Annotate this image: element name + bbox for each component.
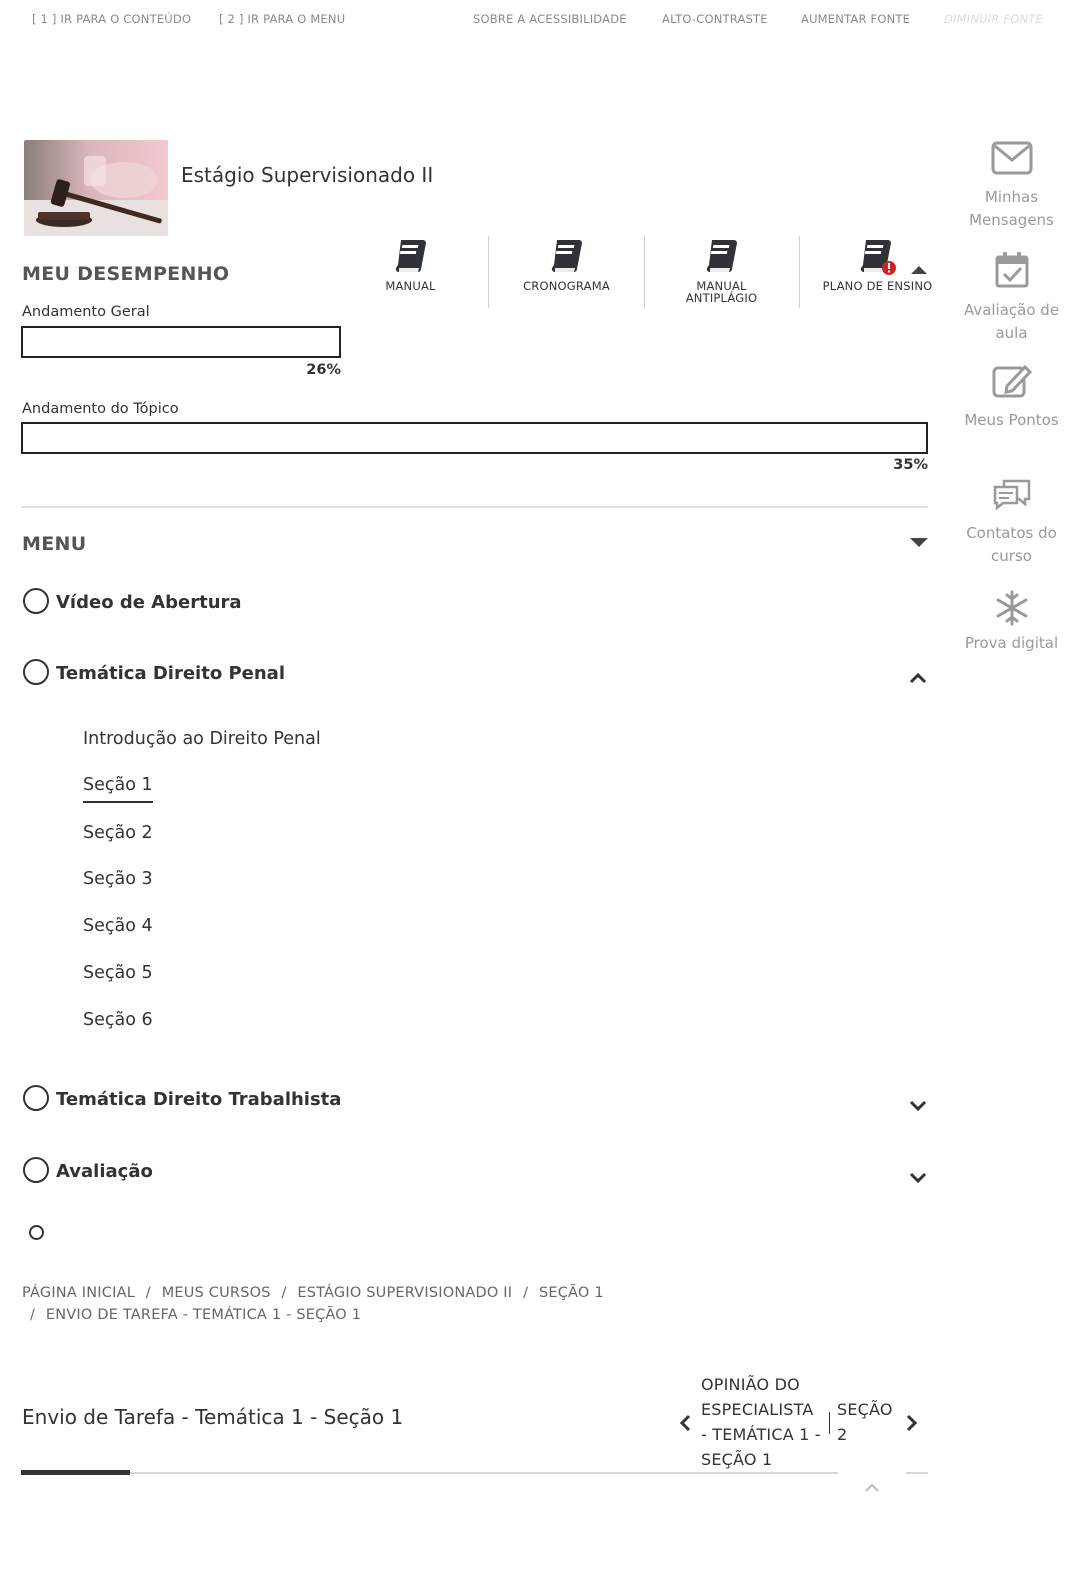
side-label: Contatos do curso bbox=[966, 524, 1057, 565]
prev-activity-text: OPINIÃO DO bbox=[701, 1375, 800, 1394]
breadcrumb-link[interactable]: ESTÁGIO SUPERVISIONADO II bbox=[297, 1285, 513, 1301]
section-divider bbox=[21, 506, 928, 508]
submenu-item[interactable]: Seção 3 bbox=[83, 869, 153, 889]
breadcrumb-separator: / bbox=[30, 1307, 36, 1323]
submenu-item[interactable]: Seção 4 bbox=[83, 916, 153, 936]
menu-item-title: Temática Direito Penal bbox=[56, 663, 285, 684]
tool-label: MANUAL bbox=[385, 279, 436, 293]
breadcrumb-separator: / bbox=[523, 1285, 529, 1301]
envelope-icon bbox=[991, 140, 1033, 176]
overall-progress-label: Andamento Geral bbox=[22, 304, 150, 320]
breadcrumb-separator: / bbox=[281, 1285, 287, 1301]
book-icon bbox=[702, 236, 742, 276]
about-accessibility-link[interactable]: SOBRE A ACESSIBILIDADE bbox=[473, 12, 627, 26]
tool-cronograma[interactable] bbox=[489, 236, 644, 308]
submenu-item[interactable]: Seção 2 bbox=[83, 823, 153, 843]
chat-icon bbox=[992, 478, 1032, 512]
submenu-item[interactable]: Seção 5 bbox=[83, 963, 153, 983]
small-circle-icon bbox=[29, 1225, 44, 1240]
next-activity-text: SEÇÃO bbox=[837, 1400, 893, 1419]
page-progress-track bbox=[21, 1472, 928, 1474]
progress-circle-icon bbox=[23, 1157, 49, 1183]
course-thumbnail bbox=[24, 140, 168, 236]
book-icon bbox=[547, 236, 587, 276]
breadcrumb-line-2 bbox=[30, 1307, 361, 1323]
page-title: Envio de Tarefa - Temática 1 - Seção 1 bbox=[22, 1405, 404, 1429]
caret-down-icon[interactable] bbox=[909, 537, 929, 549]
menu-item-avaliacao[interactable] bbox=[0, 1150, 940, 1194]
submenu-item[interactable]: Seção 6 bbox=[83, 1010, 153, 1030]
breadcrumb-link[interactable]: PÁGINA INICIAL bbox=[22, 1285, 135, 1301]
chevron-up-icon[interactable] bbox=[909, 672, 927, 684]
increase-font-link[interactable]: AUMENTAR FONTE bbox=[801, 12, 911, 26]
side-prova-digital[interactable] bbox=[955, 590, 1068, 655]
progress-circle-icon bbox=[23, 1085, 49, 1111]
high-contrast-link[interactable]: ALTO-CONTRASTE bbox=[662, 12, 768, 26]
chevron-down-icon[interactable] bbox=[909, 1100, 927, 1112]
tool-manual-antiplagio[interactable] bbox=[644, 236, 799, 308]
breadcrumb-separator: / bbox=[145, 1285, 151, 1301]
menu-item-title: Avaliação bbox=[56, 1161, 153, 1182]
skip-to-menu-link[interactable]: [ 2 ] IR PARA O MENU bbox=[219, 12, 346, 26]
menu-item-video-abertura[interactable] bbox=[0, 580, 940, 624]
tool-manual[interactable] bbox=[333, 236, 488, 308]
menu-item-tematica-trabalhista[interactable] bbox=[0, 1078, 940, 1122]
side-label: Meus Pontos bbox=[964, 411, 1059, 429]
breadcrumb-link[interactable]: MEUS CURSOS bbox=[161, 1285, 271, 1301]
calendar-check-icon bbox=[994, 251, 1030, 289]
side-messages[interactable] bbox=[955, 140, 1068, 232]
tool-label: MANUAL ANTIPLÁGIO bbox=[685, 279, 758, 305]
scroll-top-icon[interactable] bbox=[864, 1483, 880, 1493]
skip-to-content-link[interactable]: [ 1 ] IR PARA O CONTEÚDO bbox=[32, 12, 192, 26]
overall-progress-fill bbox=[23, 328, 105, 356]
snowflake-icon bbox=[994, 590, 1030, 626]
tool-label: PLANO DE ENSINO bbox=[822, 279, 933, 293]
side-label: Minhas Mensagens bbox=[969, 188, 1054, 229]
prev-activity-text: ESPECIALISTA bbox=[701, 1400, 814, 1419]
prev-activity-link[interactable] bbox=[701, 1372, 831, 1472]
progress-circle-icon bbox=[23, 588, 49, 614]
menu-item-tematica-penal[interactable] bbox=[0, 652, 940, 696]
tool-plano-de-ensino[interactable] bbox=[800, 236, 955, 308]
book-icon bbox=[391, 236, 431, 276]
side-avaliacao[interactable] bbox=[955, 251, 1068, 345]
course-title: Estágio Supervisionado II bbox=[181, 163, 434, 187]
side-label: Avaliação de aula bbox=[963, 301, 1060, 342]
chevron-right-icon[interactable] bbox=[906, 1414, 918, 1432]
overall-progress-value: 26% bbox=[306, 362, 341, 378]
tool-label: CRONOGRAMA bbox=[523, 279, 610, 293]
chevron-left-icon[interactable] bbox=[679, 1414, 691, 1432]
side-label: Prova digital bbox=[964, 634, 1059, 652]
nav-divider bbox=[829, 1412, 830, 1434]
side-contatos[interactable] bbox=[955, 478, 1068, 568]
page-progress-fill bbox=[21, 1470, 130, 1475]
topic-progress-label: Andamento do Tópico bbox=[22, 401, 179, 417]
progress-mask bbox=[838, 1468, 906, 1476]
menu-item-title: Vídeo de Abertura bbox=[56, 592, 242, 613]
topic-progress-fill bbox=[23, 424, 339, 452]
overall-progress-bar bbox=[21, 326, 341, 358]
side-pontos[interactable] bbox=[955, 363, 1068, 432]
caret-up-icon[interactable] bbox=[910, 265, 928, 275]
menu-heading: MENU bbox=[22, 533, 87, 555]
book-alert-icon bbox=[856, 236, 900, 278]
prev-activity-text: SEÇÃO 1 bbox=[701, 1450, 773, 1469]
breadcrumb-link[interactable]: SEÇÃO 1 bbox=[538, 1285, 604, 1301]
next-activity-link[interactable] bbox=[837, 1397, 903, 1447]
breadcrumb bbox=[22, 1285, 604, 1301]
submenu-item-active[interactable]: Seção 1 bbox=[83, 775, 153, 803]
performance-heading: MEU DESEMPENHO bbox=[22, 263, 230, 285]
chevron-down-icon[interactable] bbox=[909, 1172, 927, 1184]
submenu-item[interactable]: Introdução ao Direito Penal bbox=[83, 729, 321, 749]
breadcrumb-current: ENVIO DE TAREFA - TEMÁTICA 1 - SEÇÃO 1 bbox=[45, 1307, 362, 1323]
topic-progress-bar bbox=[21, 422, 928, 454]
menu-item-title: Temática Direito Trabalhista bbox=[56, 1089, 342, 1110]
topic-progress-value: 35% bbox=[893, 457, 928, 473]
prev-activity-text: - TEMÁTICA 1 - bbox=[701, 1425, 821, 1444]
edit-icon bbox=[991, 363, 1033, 399]
next-activity-text: 2 bbox=[837, 1425, 848, 1444]
progress-circle-icon bbox=[23, 659, 49, 685]
decrease-font-link[interactable]: DIMINUIR FONTE bbox=[944, 12, 1043, 26]
